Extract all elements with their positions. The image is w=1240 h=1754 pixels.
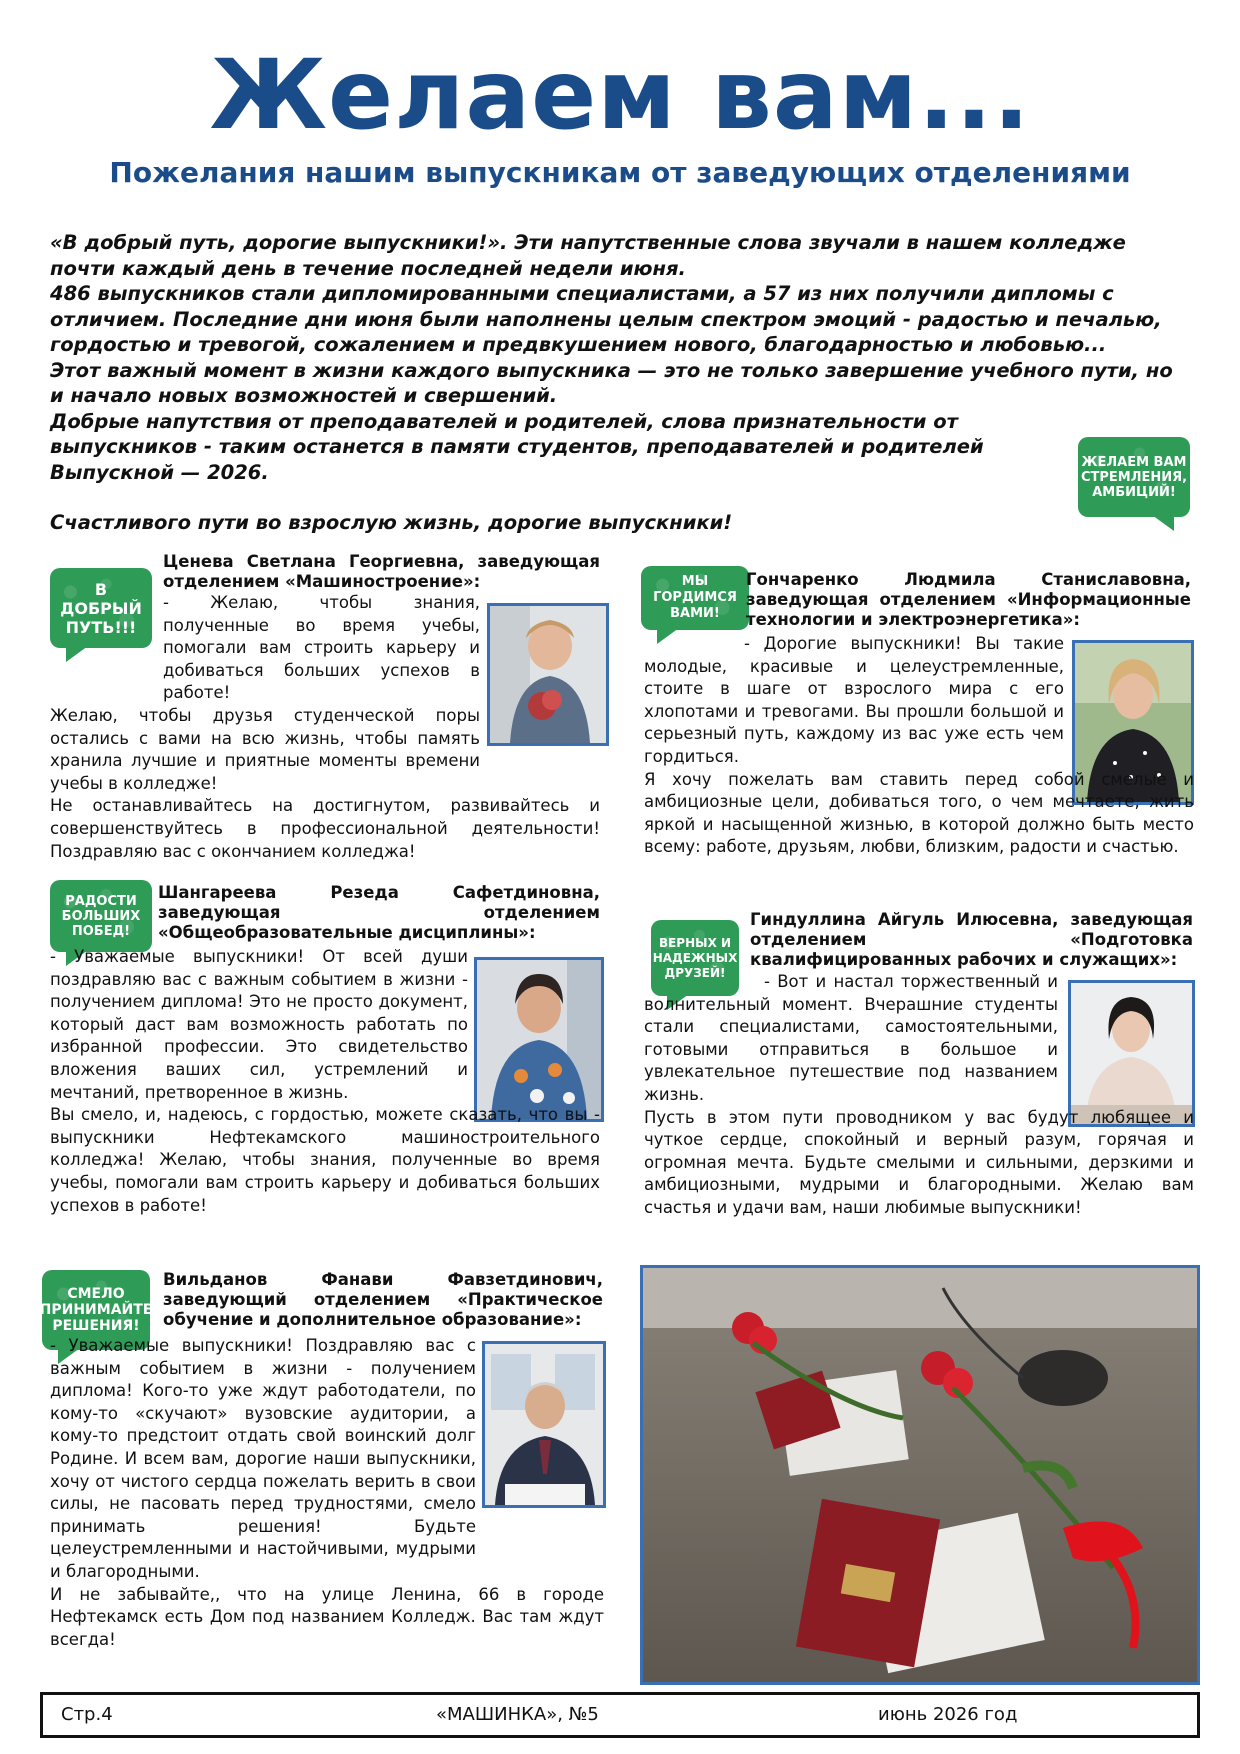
intro-paragraph: Счастливого пути во взрослую жизнь, дорогие выпускники!: [50, 511, 733, 534]
body-paragraph: - Уважаемые выпускники! От всей души поздравляю вас с важным событием в жизни - получением диплома! Это не просто документ, который даст вам возможность работать по избранной профессии. Это свидетельство вложения ваших сил, устремлений и мечтаний, претворенное в жизнь.: [50, 947, 468, 1102]
page-subtitle: Пожелания нашим выпускникам от заведующих отделениями: [109, 156, 1131, 189]
page-footer: [40, 1692, 1200, 1738]
intro-paragraph: «В добрый путь, дорогие выпускники!». Эти напутственные слова звучали в нашем колледже почти каждый день в течение последней недели июня.: [50, 231, 1126, 280]
speech-bubble-sticker: В ДОБРЫЙ ПУТЬ!!!: [50, 568, 152, 648]
page-number: Стр.4: [61, 1704, 113, 1725]
speech-bubble-sticker: ВЕРНЫХ И НАДЕЖНЫХ ДРУЗЕЙ!: [651, 920, 739, 996]
section-heading: Вильданов Фанави Фавзетдинович, заведующий отделением «Практическое обучение и дополнительное образование»:: [163, 1270, 603, 1329]
body-paragraph: - Вот и настал торжественный и волнительный момент. Вчерашние студенты стали специалистами, самостоятельными, готовыми отправиться в большое и увлекательное путешествие под названием жизнь.: [644, 972, 1058, 1104]
speech-bubble-sticker: ЖЕЛАЕМ ВАМ СТРЕМЛЕНИЯ, АМБИЦИЙ!: [1078, 437, 1190, 517]
section-body: [50, 1335, 604, 1651]
section-heading: Шангареева Резеда Сафетдиновна, заведующая отделением «Общеобразовательные дисциплины»:: [158, 883, 600, 942]
body-paragraph: Пусть в этом пути проводником у вас будут любящее и чуткое сердце, спокойный и верный разум, горячая и огромная мечта. Будьте смелыми и сильными, дерзкими и амбициозными, мудрыми и благородными. Желаю вам счастья и удачи вам, наши любимые выпускники!: [644, 1107, 1194, 1217]
newspaper-issue: «МАШИНКА», №5: [436, 1704, 599, 1725]
section-body: [644, 971, 1194, 1220]
intro-paragraph: Этот важный момент в жизни каждого выпускника — это не только завершение учебного пути, но и начало новых возможностей и свершений.: [50, 358, 1173, 407]
page-title: Желаем вам...: [209, 39, 1031, 151]
section-heading: Гиндуллина Айгуль Илюсевна, заведующая отделением «Подготовка квалифицированных рабочих и служащих»:: [750, 910, 1193, 969]
section-body: [50, 946, 600, 1217]
body-paragraph: - Уважаемые выпускники! Поздравляю вас с важным событием в жизни - получением диплома! Кого-то уже ждут работодатели, по кому-то «скучают» вузовские аудитории, а кому-то предстоит отдать свой воинский долг Родине. И всем вам, дорогие наши выпускники, хочу от чистого сердца пожелать верить в свои силы, не пасовать перед трудностями, смело принимать решения! Будьте целеустремленными и настойчивыми, мудрыми и благородными.: [50, 1336, 476, 1581]
section-body: [644, 633, 1194, 859]
intro-paragraph: Добрые напутствия от преподавателей и родителей, слова признательности от выпускников - таким останется в памяти студентов, преподавателей и родителей Выпускной — 2026.: [50, 409, 984, 484]
body-paragraph: - Желаю, чтобы знания, полученные во время учебы, помогали вам строить карьеру и добиваться больших успехов в работе!: [163, 593, 480, 703]
diploma-roses-photo: [640, 1265, 1200, 1685]
body-paragraph: Я хочу пожелать вам ставить перед собой смелые и амбициозные цели, добиваться того, о чем мечтаете, жить яркой и насыщенной жизнью, в которой должно быть место всему: работе, друзьям, любви, близким, радости и счастью.: [644, 769, 1194, 857]
section-body: [50, 592, 600, 863]
section-heading: Ценева Светлана Георгиевна, заведующая отделением «Машиностроение»:: [163, 552, 600, 591]
intro-paragraph: 486 выпускников стали дипломированными специалистами, а 57 из них получили дипломы с отличием. Последние дни июня были наполнены целым спектром эмоций - радостью и печалью, гордостью и тревогой, сожалением и предвкушением нового, благодарностью и любовью...: [50, 282, 1162, 356]
section-heading: Гончаренко Людмила Станиславовна, заведующая отделением «Информационные технологии и электроэнергетика»:: [746, 570, 1191, 629]
diploma-roses-image: [643, 1268, 1197, 1682]
body-paragraph: Не останавливайтесь на достигнутом, развивайтесь и совершенствуйтесь в профессиональной деятельности! Поздравляю вас с окончанием колледжа!: [50, 796, 600, 861]
speech-bubble-sticker: СМЕЛО ПРИНИМАЙТЕ РЕШЕНИЯ!: [42, 1270, 150, 1350]
body-paragraph: Желаю, чтобы друзья студенческой поры остались с вами на всю жизнь, чтобы память хранила лучшие и приятные моменты времени учебы в колледже!: [50, 705, 480, 793]
body-paragraph: Вы смело, и, надеюсь, с гордостью, можете сказать, что вы - выпускники Нефтекамского машиностроительного колледжа! Желаю, чтобы знания, полученные во время учебы, помогали вам строить карьеру и добиваться больших успехов в работе!: [50, 1105, 600, 1215]
speech-bubble-sticker: МЫ ГОРДИМСЯ ВАМИ!: [641, 566, 749, 630]
issue-date: июнь 2026 год: [878, 1704, 1018, 1725]
body-paragraph: - Дорогие выпускники! Вы такие молодые, красивые и целеустремленные, стоите в шаге от взрослого мира с его хлопотами и тревогами. Вы прошли большой и серьезный путь, каждому из вас уже есть чем гордиться.: [644, 634, 1064, 766]
intro-text: [50, 230, 1190, 536]
body-paragraph: И не забывайте,, что на улице Ленина, 66 в городе Нефтекамск есть Дом под названием Колледж. Вас там ждут всегда!: [50, 1584, 604, 1649]
speech-bubble-sticker: РАДОСТИ БОЛЬШИХ ПОБЕД!: [50, 880, 152, 952]
